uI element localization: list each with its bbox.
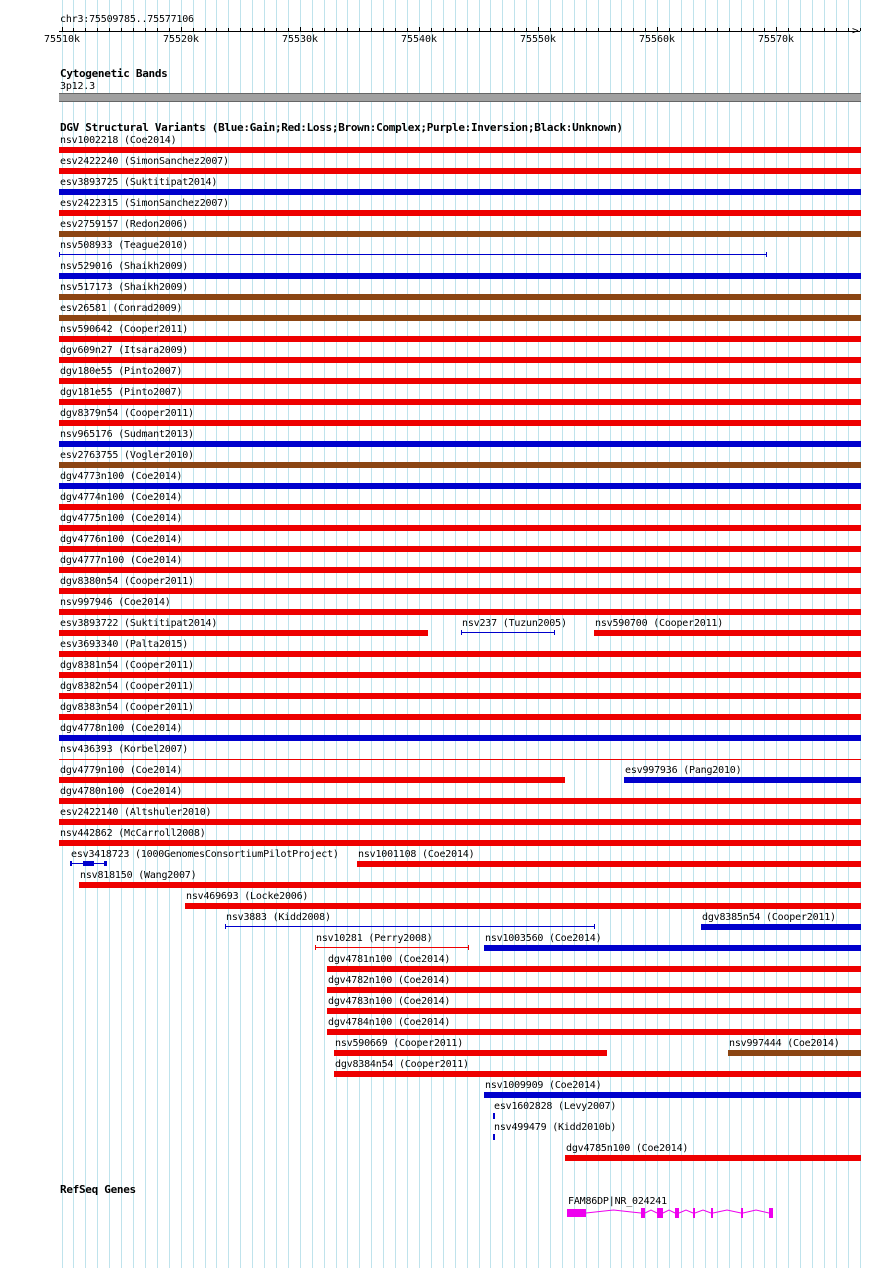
variant-label: dgv8382n54 (Cooper2011) — [60, 681, 194, 692]
intron-line — [713, 1210, 741, 1213]
variant-label: nsv1001108 (Coe2014) — [358, 849, 475, 860]
variant-label: dgv4782n100 (Coe2014) — [328, 975, 451, 986]
variant-label: dgv4776n100 (Coe2014) — [60, 534, 183, 545]
variant-label: nsv590669 (Cooper2011) — [335, 1038, 464, 1049]
exon-block — [641, 1208, 645, 1218]
exon-block — [711, 1208, 713, 1218]
exon-block — [675, 1208, 679, 1218]
ruler-tick-label: 75540k — [400, 34, 438, 45]
exon-block — [657, 1208, 663, 1218]
dgv-track-title: DGV Structural Variants (Blue:Gain;Red:Loss;Brown:Complex;Purple:Inversion;Black:Unknown) — [60, 121, 623, 134]
intron-line — [679, 1210, 693, 1213]
gene-model[interactable] — [567, 1206, 775, 1220]
exon-block — [769, 1208, 773, 1218]
variant-label: esv2422315 (SimonSanchez2007) — [60, 198, 229, 209]
variant-label: dgv4780n100 (Coe2014) — [60, 786, 183, 797]
ruler-arrow-icon: > — [852, 24, 859, 37]
variant-label: dgv8379n54 (Cooper2011) — [60, 408, 194, 419]
variant-label: esv1602828 (Levy2007) — [494, 1101, 617, 1112]
variant-label: dgv4784n100 (Coe2014) — [328, 1017, 451, 1028]
variant-label: dgv4781n100 (Coe2014) — [328, 954, 451, 965]
variant-label: esv997936 (Pang2010) — [625, 765, 742, 776]
variant-label: dgv8384n54 (Cooper2011) — [335, 1059, 469, 1070]
variant-label: esv2422140 (Altshuler2010) — [60, 807, 212, 818]
variant-label: dgv4779n100 (Coe2014) — [60, 765, 183, 776]
cytoband-track-title: Cytogenetic Bands — [60, 67, 168, 80]
ruler-tick-label: 75530k — [281, 34, 319, 45]
variant-label: dgv4783n100 (Coe2014) — [328, 996, 451, 1007]
variant-label: nsv1009909 (Coe2014) — [485, 1080, 602, 1091]
variant-label: nsv517173 (Shaikh2009) — [60, 282, 189, 293]
intron-line — [695, 1210, 711, 1213]
intron-line — [645, 1210, 657, 1213]
variant-label: dgv8383n54 (Cooper2011) — [60, 702, 194, 713]
variant-label: nsv818150 (Wang2007) — [80, 870, 197, 881]
variant-label: dgv8385n54 (Cooper2011) — [702, 912, 836, 923]
variant-label: dgv8380n54 (Cooper2011) — [60, 576, 194, 587]
ruler-tick-label: 75550k — [519, 34, 557, 45]
variant-label: dgv8381n54 (Cooper2011) — [60, 660, 194, 671]
variant-label: dgv4775n100 (Coe2014) — [60, 513, 183, 524]
ruler-tick-label: 75510k — [43, 34, 81, 45]
variant-label: nsv997444 (Coe2014) — [729, 1038, 840, 1049]
variant-label: nsv1002218 (Coe2014) — [60, 135, 177, 146]
refseq-track-title: RefSeq Genes — [60, 1183, 136, 1196]
variant-label: nsv469693 (Locke2006) — [186, 891, 309, 902]
variant-label: nsv3883 (Kidd2008) — [226, 912, 331, 923]
variant-label: esv2763755 (Vogler2010) — [60, 450, 194, 461]
gene-label: FAM86DP|NR_024241 — [568, 1196, 667, 1207]
variant-label: nsv508933 (Teague2010) — [60, 240, 189, 251]
region-label: chr3:75509785..75577106 — [60, 14, 194, 25]
variant-label: dgv609n27 (Itsara2009) — [60, 345, 189, 356]
exon-block — [693, 1208, 695, 1218]
variant-label: esv3893722 (Suktitipat2014) — [60, 618, 218, 629]
variant-label: esv2422240 (SimonSanchez2007) — [60, 156, 229, 167]
ruler-tick-label: 75570k — [757, 34, 795, 45]
variant-label: nsv590700 (Cooper2011) — [595, 618, 724, 629]
variant-label: nsv10281 (Perry2008) — [316, 933, 433, 944]
variant-label: dgv4778n100 (Coe2014) — [60, 723, 183, 734]
intron-line — [586, 1210, 641, 1213]
intron-line — [663, 1210, 675, 1213]
variant-label: dgv181e55 (Pinto2007) — [60, 387, 183, 398]
exon-block — [567, 1209, 586, 1217]
variant-label: dgv4777n100 (Coe2014) — [60, 555, 183, 566]
variant-label: esv3418723 (1000GenomesConsortiumPilotProject) — [71, 849, 339, 860]
variant-label: nsv529016 (Shaikh2009) — [60, 261, 189, 272]
ruler-tick-label: 75520k — [162, 34, 200, 45]
variant-label: dgv4785n100 (Coe2014) — [566, 1143, 689, 1154]
variant-label: dgv4774n100 (Coe2014) — [60, 492, 183, 503]
ruler-tick-label: 75560k — [638, 34, 676, 45]
variant-label: nsv499479 (Kidd2010b) — [494, 1122, 617, 1133]
variant-label: esv26581 (Conrad2009) — [60, 303, 183, 314]
variant-label: nsv965176 (Sudmant2013) — [60, 429, 194, 440]
intron-line — [743, 1210, 769, 1213]
variant-label: nsv1003560 (Coe2014) — [485, 933, 602, 944]
exon-block — [741, 1208, 743, 1218]
variant-label: nsv436393 (Korbel2007) — [60, 744, 189, 755]
variant-label: dgv180e55 (Pinto2007) — [60, 366, 183, 377]
variant-label: dgv4773n100 (Coe2014) — [60, 471, 183, 482]
variant-label: nsv442862 (McCarroll2008) — [60, 828, 206, 839]
variant-label: nsv590642 (Cooper2011) — [60, 324, 189, 335]
variant-label: esv3893725 (Suktitipat2014) — [60, 177, 218, 188]
cytoband-label: 3p12.3 — [60, 81, 95, 92]
variant-label: nsv997946 (Coe2014) — [60, 597, 171, 608]
variant-label: esv3693340 (Palta2015) — [60, 639, 189, 650]
variant-label: nsv237 (Tuzun2005) — [462, 618, 567, 629]
variant-label: esv2759157 (Redon2006) — [60, 219, 189, 230]
